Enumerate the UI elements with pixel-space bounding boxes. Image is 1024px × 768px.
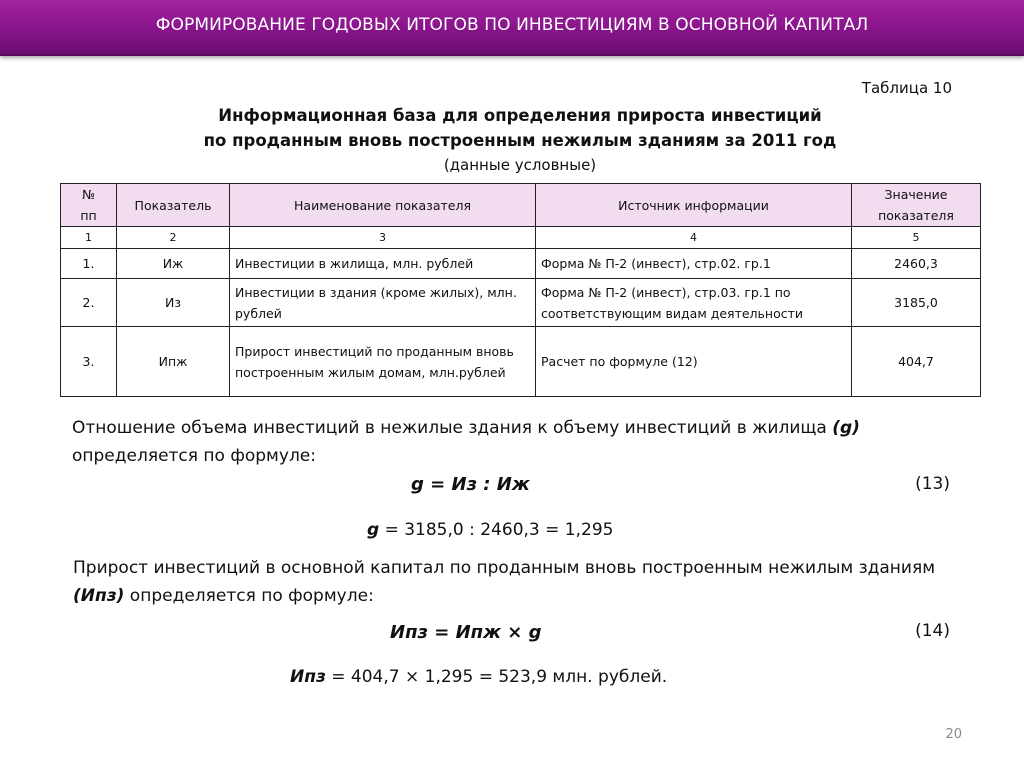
table-row (61, 249, 981, 279)
paragraph-ratio (72, 414, 952, 470)
row-num: 3. (61, 327, 117, 397)
row-value: 3185,0 (852, 279, 981, 327)
row-name: Инвестиции в здания (кроме жилых), млн. рублей (230, 279, 536, 327)
paragraph-growth-text: Прирост инвестиций в основной капитал по проданным вновь построенным нежилым зданиям (73, 558, 936, 578)
calculation-ipz-symbol: Ипз (290, 667, 326, 687)
row-value: 404,7 (852, 327, 981, 397)
paragraph-growth (73, 554, 953, 610)
header-source: Источник информации (536, 184, 852, 227)
paragraph-ratio-text: Отношение объема инвестиций в нежилые здания к объему инвестиций в жилища (72, 418, 827, 438)
column-number-row (61, 227, 981, 249)
calculation-g-text: = 3185,0 : 2460,3 = 1,295 (379, 520, 614, 540)
table-caption-line2: по проданным вновь построенным нежилым зданиям за 2011 год (203, 131, 837, 150)
calculation-g (367, 520, 613, 540)
formula-13-number: (13) (915, 474, 950, 494)
paragraph-ratio-text2: определяется по формуле: (72, 446, 316, 466)
header-value-line1: Значение (884, 187, 948, 202)
row-source: Форма № П-2 (инвест), стр.03. гр.1 по соответствующим видам деятельности (536, 279, 852, 327)
row-indicator: Иж (117, 249, 230, 279)
table-caption-note: (данные условные) (443, 156, 597, 174)
title-banner (0, 0, 1024, 56)
column-number: 2 (117, 227, 230, 249)
row-value: 2460,3 (852, 249, 981, 279)
formula-14-number: (14) (915, 621, 950, 641)
page-number: 20 (945, 727, 962, 742)
paragraph-growth-symbol: (Ипз) (73, 586, 125, 606)
row-num: 2. (61, 279, 117, 327)
table-caption-line1: Информационная база для определения прироста инвестиций (218, 106, 822, 125)
formula-14: Ипз = Ипж × g (390, 622, 542, 643)
row-indicator: Ипж (117, 327, 230, 397)
slide-title: ФОРМИРОВАНИЕ ГОДОВЫХ ИТОГОВ ПО ИНВЕСТИЦИЯМ В ОСНОВНОЙ КАПИТАЛ (155, 15, 869, 35)
formula-13: g = Из : Иж (411, 474, 530, 495)
header-indicator: Показатель (117, 184, 230, 227)
row-name: Прирост инвестиций по проданным вновь построенным жилым домам, млн.рублей (230, 327, 536, 397)
table-row (61, 327, 981, 397)
header-num-line2: пп (80, 208, 97, 223)
header-num-line1: № (81, 187, 95, 202)
header-value (852, 184, 981, 227)
row-source: Расчет по формуле (12) (536, 327, 852, 397)
row-name: Инвестиции в жилища, млн. рублей (230, 249, 536, 279)
table-row (61, 279, 981, 327)
column-number: 1 (61, 227, 117, 249)
paragraph-growth-text2: определяется по формуле: (129, 586, 374, 606)
header-value-line2: показателя (878, 208, 954, 223)
column-number: 5 (852, 227, 981, 249)
header-name: Наименование показателя (230, 184, 536, 227)
paragraph-ratio-symbol: (g) (832, 418, 860, 438)
column-number: 3 (230, 227, 536, 249)
calculation-ipz (290, 667, 667, 687)
row-indicator: Из (117, 279, 230, 327)
table-number: Таблица 10 (861, 79, 952, 97)
row-num: 1. (61, 249, 117, 279)
header-num (61, 184, 117, 227)
header-row (61, 184, 981, 227)
calculation-g-symbol: g (367, 520, 380, 540)
calculation-ipz-text: = 404,7 × 1,295 = 523,9 млн. рублей. (325, 667, 668, 687)
data-table (60, 183, 981, 397)
row-source: Форма № П-2 (инвест), стр.02. гр.1 (536, 249, 852, 279)
column-number: 4 (536, 227, 852, 249)
